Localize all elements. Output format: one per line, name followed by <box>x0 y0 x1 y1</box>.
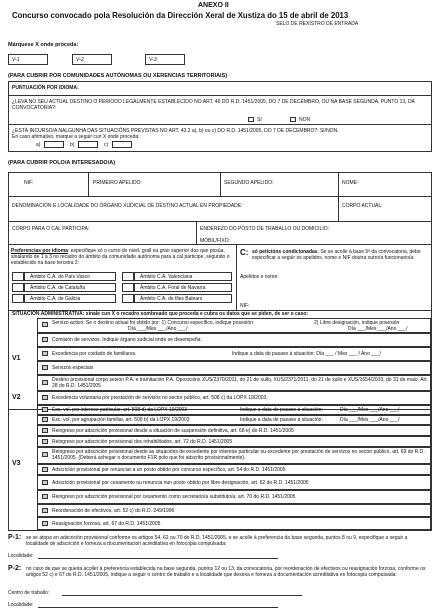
admin-situation-title: SITUACIÓN ADMINISTRATIVA: sinale cun X o recadro sombreado que proceda e cubra os datos que se piden, de ser o caso: <box>12 311 309 317</box>
v3-checkbox-4[interactable] <box>42 439 48 444</box>
v3-text-9: Reordenación de efectivos, art. 52 c) do R.D. 249/1996 <box>52 508 175 514</box>
language-cataluna-box[interactable] <box>12 283 24 292</box>
v3-text-2: Exc. vol. por agrupación familiar, art. 508 b) da LOPX 19/2003 <box>52 417 190 423</box>
v1-commission-text: Comisión de servizos. Indique órgano xudicial onde se desempeña: <box>52 337 202 343</box>
language-pais-vasco-box[interactable] <box>12 272 24 281</box>
option-c-label: c) <box>104 142 109 148</box>
autonomous-section-title: (PARA CUBRIR POR COMUNIDADES AUTÓNOMAS OU XERENCIAS TERRITORIAIS) <box>8 73 228 79</box>
option-a-box[interactable] <box>44 141 64 148</box>
language-cataluna-label: Ámbito C.A. de Cataluña <box>30 285 86 291</box>
v1-family-date[interactable]: Indique a data de pasaxe á situación: Día ___ / Mes ___ / Ano ___/ <box>232 351 381 357</box>
nif-field[interactable]: NIF: <box>24 180 34 186</box>
question-incurso-note: En caso afirmativo, marque a seguir cun X onde proceda: <box>12 134 140 140</box>
v3-checkbox-5[interactable] <box>42 452 48 457</box>
language-score-label: PUNTUACIÓN POR IDIOMA: <box>12 85 79 91</box>
v3-checkbox-8[interactable] <box>42 494 48 499</box>
option-a-label: a) <box>36 142 41 148</box>
v3-checkbox-10[interactable] <box>42 521 48 526</box>
v3-text-10: Reasignación forzosa, art. 67 do R.D. 1451/2005 <box>52 521 161 527</box>
current-body-field[interactable]: CORPO ACTUAL: <box>342 203 383 209</box>
v3-text-4: Reingreso por adscrición provisional dos rehabilitados, art. 72 do R.D. 1451/2005 <box>52 439 233 445</box>
answer-non-label: NON <box>299 117 311 123</box>
first-surname-field[interactable]: PRIMEIRO APELIDO: <box>93 180 142 186</box>
answer-non-checkbox[interactable] <box>290 117 296 122</box>
language-galicia-box[interactable] <box>12 294 24 303</box>
option-b-box[interactable] <box>78 141 98 148</box>
v3-text-3: Reingreso por adscrición provisional desde a situación de suspensión definitiva, art. 68 e) do R.D. 1451/2005 <box>52 428 294 434</box>
v3-date-label-1: Indique a data de pasaxe á situación: <box>240 407 323 413</box>
destination-denomination-field[interactable]: DENOMINACIÓN E LOCALIDADE DO ÓRGANO XUDICIAL DE DESTINO ACTUAL EN PROPIEDADE: <box>12 203 243 209</box>
v1-special-checkbox[interactable] <box>42 365 48 370</box>
conditional-letter: C: <box>240 248 249 257</box>
p1-text: se se atopa en adscrición provisional conforme os artigos 54, 62 ou 70 do R.D. 1451/2005, e se acolle á preferencia da base segunda, puntos 8 ou 9, especifique a seguir a localidade de adscrición e forneza a documentación acreditativa en fotocopia compulsada: <box>26 535 408 547</box>
option-c-box[interactable] <box>112 141 132 148</box>
language-valenciana-label: Ámbito C.A. Valenciana <box>140 274 193 280</box>
v1-provisional-checkbox[interactable] <box>42 380 48 385</box>
v2-text: Excedencia voluntaria por prestación de servizos no sector público, art. 508 c) da LOPX 19/2003. <box>52 395 268 401</box>
v1-provisional-text: Destino provisional corpo sesión P.A. e tramitación P.A. Oposicións XUS/2370/2011, do 21 de xullo, XUS/2371/2011, do 21 de xullo e XUS/1654/2010, do 31 de maio. Art. 28 do R.D. 1451/2005 <box>52 377 428 389</box>
workplace-address-field[interactable]: ENDEREZO DO POSTO DE TRABALLO OU DOMICILIO: <box>200 226 330 232</box>
language-valenciana-box[interactable] <box>122 272 134 281</box>
v1-active-date2[interactable]: Día ___/Mes ___/Ano ___/ <box>348 326 408 332</box>
v1-active-checkbox[interactable] <box>42 322 48 327</box>
p2-locality-input[interactable] <box>38 607 278 608</box>
option-b-label: b) <box>70 142 75 148</box>
conditional-nif-field[interactable]: NIF: <box>240 303 250 309</box>
v3-checkbox-3[interactable] <box>42 428 48 433</box>
answer-si-checkbox[interactable] <box>248 117 254 122</box>
v3-date-1[interactable]: Día ___/Mes ___/Ano ___/ <box>340 407 400 413</box>
v1-label: V1 <box>12 355 21 362</box>
procedure-v1-label: V-1 <box>12 57 20 63</box>
v1-special-text: Servizos especiais <box>52 365 94 371</box>
v1-active-text: Servizo activo. Se o destino actual foi obtido por: 1) Concurso específico, indique posesión: <box>52 320 255 326</box>
v2-checkbox[interactable] <box>42 395 48 400</box>
mobile-field[interactable]: MÓBIL/FIXO: <box>200 238 231 244</box>
p2-locality-label: Localidade: <box>8 602 34 608</box>
p2-label: P-2: <box>8 565 22 572</box>
p2-text: no caso de que se queira acoller á preferencia establecida na base segunda, puntos 12 ou 13, da convocatoria, por reordenación de efectivos ou reasignación forzosa, conforme os artigos 52 c) e 67 do R.D. 1451/2005, indique a seguir o centro de traballo e a localidade que desexa e forneza a documentación acreditativa en fotocopia compulsada: <box>26 566 426 578</box>
v3-label: V3 <box>12 460 21 467</box>
v1-family-text: Excedencia por coidado de familiares. <box>52 351 137 357</box>
procedure-v3-label: V-3 <box>149 57 157 63</box>
v3-text-1: Exc. vol. por interese particular, art. 508 d) da LOPX 19/2003 <box>52 407 188 413</box>
name-field[interactable]: NOME: <box>342 180 359 186</box>
answer-si-label: SI <box>257 117 262 123</box>
question-period: ¿LEVA NO SEU ACTUAL DESTINO O PERÍODO LEGALMENTE ESTABLECIDO NO ART. 46 DO R.D. 1451/2005, DO 7 DE DECEMBRO, OU NA BASE SEGUNDA, PUNTO 13, DA CONVOCATORIA?: <box>12 99 415 111</box>
p1-label: P-1: <box>8 534 22 541</box>
question-incurso: ¿ESTÁ INCURSO/A NALGUNHA DAS SITUACIÓNS PREVISTAS NO ART. 43.2 a), b) ou c) DO R.D. 1451/2005, DO 7 DE DECEMBRO?: SI/NON. <box>12 128 339 134</box>
v1-commission-checkbox[interactable] <box>42 337 48 342</box>
language-navarra-box[interactable] <box>122 283 134 292</box>
language-pais-vasco-label: Ámbito C.A. do País Vasco <box>30 274 90 280</box>
p2-center-input[interactable] <box>62 595 302 596</box>
conditional-names-field[interactable]: Apelidos e nome: <box>240 274 279 280</box>
v3-text-6: Adscrición provisional por renunciar a un posto obtido por concurso específico, art. 54 do R.D. 1451/2005 <box>52 467 286 473</box>
language-galicia-label: Ámbito C.A. de Galicia <box>30 296 81 302</box>
v3-text-7: Adscrición provisional por cesamento ou renuncia nun posto obtido por libre designación, art. 62 do R.D. 1451/2005 <box>52 480 309 486</box>
v3-checkbox-9[interactable] <box>42 508 48 513</box>
v3-date-2[interactable]: Día ___/Mes ___/Ano ___/ <box>340 417 400 423</box>
v3-text-8: Reingreso por adscrición provisional por cesamento como secretario/a substituto/a, art. 70 do R.D. 1451/2005 <box>52 494 296 500</box>
p2-center-label: Centro de traballo: <box>8 590 50 596</box>
v3-date-label-2: Indique a data de pasaxe á situación: <box>240 417 323 423</box>
v1-active-right: 2) Libre designación, indique posesión <box>314 320 400 326</box>
v1-family-checkbox[interactable] <box>42 351 48 356</box>
procedure-v2-label: V-2 <box>76 57 84 63</box>
v3-checkbox-2[interactable] <box>42 417 48 422</box>
second-surname-field[interactable]: SEGUNDO APELIDO: <box>224 180 274 186</box>
v3-checkbox-1[interactable] <box>42 407 48 412</box>
form-title: Concurso convocado pola Resolución da Dirección Xeral de Xustiza do 15 de abril de 2013 <box>12 11 349 20</box>
v3-checkbox-7[interactable] <box>42 480 48 485</box>
annex-label: ANEXO II <box>198 2 229 9</box>
applicant-section-title: (PARA CUBRIR POLO/A INTERESADO/A) <box>8 160 116 166</box>
p1-locality-label: Localidade: <box>8 553 34 559</box>
v1-active-date1[interactable]: Día ___/Mes ___/Ano ___/ <box>128 326 188 332</box>
v3-checkbox-6[interactable] <box>42 467 48 472</box>
language-preferences-intro: Preferencias por idioma: especifique só o curso do nivel, grall ou grao superior dos que posúa, sinalando de 1 a 3 no recadro do ámbito da comunidade autónoma para a cal participe, segundo o establecido na base terceira 2: <box>11 248 230 266</box>
procedure-label: Márquese X onde proceda: <box>8 42 79 48</box>
entry-stamp-label: SELO DE REXISTRO DE ENTRADA <box>276 21 359 27</box>
v1-row-special <box>37 361 431 375</box>
language-baleares-label: Ámbito C.A. de Illes Balears <box>140 296 203 302</box>
v2-label: V2 <box>12 394 21 401</box>
language-navarra-label: Ámbito C.A. Foral de Navarra <box>140 285 206 291</box>
participating-body-field[interactable]: CORPO PARA O CAL PARTICIPA: <box>12 226 90 232</box>
v3-text-5: Reingreso por adscrición provisional desde as situacións de excedente por interese particular ou excedente por prestación de servizos no sector público, art. 69 do R.D. 1451/2005. (Deberá achegar o documento F1R polo que foi adscrito provisionalmente). <box>52 449 425 461</box>
p1-locality-input[interactable] <box>38 558 278 559</box>
conditional-text: só peticións condicionadas. Se se acolle á base 5ª da convocatoria, debe especificar a seguir os apelidos, nome e NIF doutra outro/a funcionario/a: <box>252 249 421 261</box>
language-baleares-box[interactable] <box>122 294 134 303</box>
